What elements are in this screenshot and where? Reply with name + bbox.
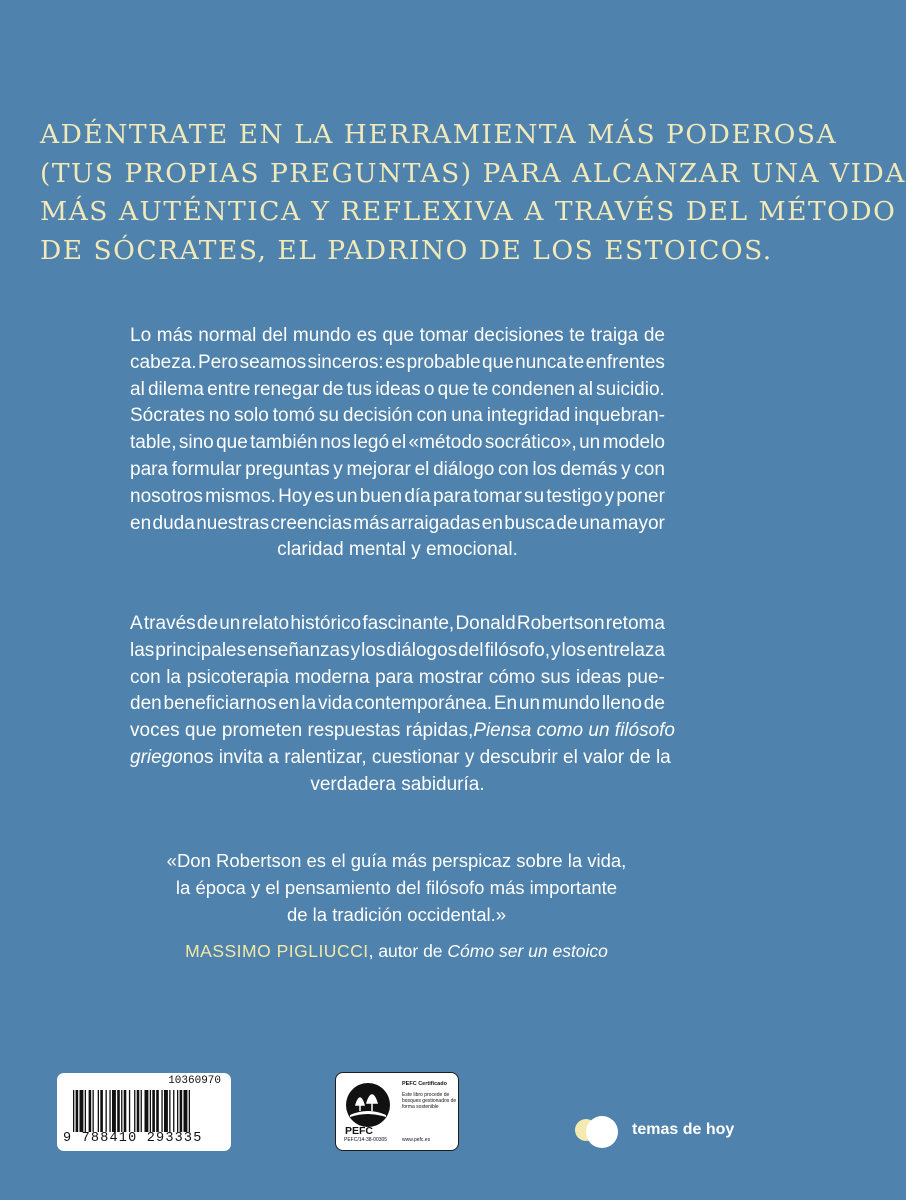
word: la <box>166 666 181 688</box>
word: un <box>579 432 601 454</box>
word: la <box>301 693 317 715</box>
word: mejorar <box>346 458 411 480</box>
word: busca <box>504 512 555 534</box>
word: Sócrates <box>130 405 205 427</box>
word: y <box>551 639 561 661</box>
publisher-name: temas de hoy <box>632 1121 735 1138</box>
word: con <box>634 458 665 480</box>
word: es <box>385 351 406 373</box>
word: tomar <box>473 485 522 507</box>
word: entre <box>207 378 251 400</box>
barcode-bar <box>129 1090 130 1132</box>
word: Robertson <box>516 613 605 634</box>
word: condenen <box>491 378 575 400</box>
word: te <box>472 378 489 400</box>
word: Lo <box>130 325 152 346</box>
word: con <box>130 666 161 688</box>
word: te <box>568 351 585 373</box>
word: para <box>375 666 414 688</box>
word: tomó <box>272 405 315 427</box>
word: el <box>391 432 407 454</box>
word: nunca <box>515 351 567 373</box>
word: arraigadas <box>390 512 481 534</box>
text-after-title: nos invita a ralentizar, cuestionar y descubrir el valor de la <box>182 746 671 768</box>
word: nos <box>320 432 351 454</box>
paragraph-line <box>130 511 665 538</box>
barcode-bar <box>173 1090 174 1132</box>
word: el <box>414 458 430 480</box>
word: de <box>322 378 344 400</box>
word: sus <box>540 666 571 688</box>
paragraph-line <box>130 611 665 638</box>
barcode-bar <box>169 1090 170 1132</box>
word: vida <box>317 693 353 715</box>
paragraph-line <box>130 430 665 457</box>
word: con <box>498 458 529 480</box>
word: traiga <box>590 325 639 346</box>
word: cómo <box>488 666 536 688</box>
publisher-logo-icon <box>571 1112 631 1152</box>
barcode-bar <box>106 1090 107 1132</box>
book-title: Piensa como un filósofo <box>473 720 675 742</box>
synopsis-paragraph-2 <box>130 611 675 799</box>
paragraph-line <box>130 484 665 511</box>
word: decisión <box>342 405 413 427</box>
word: y <box>621 458 631 480</box>
word: un <box>336 485 358 507</box>
word: enseñanzas <box>247 639 350 661</box>
word: socrático», <box>484 432 577 454</box>
barcode-bars <box>73 1090 227 1132</box>
word: Pero <box>198 351 239 373</box>
barcode-bar <box>98 1090 99 1132</box>
paragraph-line-last: claridad mental y emocional. <box>277 539 518 561</box>
word: y <box>604 485 615 507</box>
word: su <box>524 485 545 507</box>
word: beneficiarnos <box>163 693 277 715</box>
pefc-code: PEFC/14-38-00305 <box>344 1137 388 1143</box>
barcode-bar <box>189 1090 190 1132</box>
word: una <box>451 405 483 427</box>
word: de <box>643 693 665 715</box>
word: mayor <box>612 512 665 534</box>
word: buen <box>359 485 403 507</box>
word: mundo <box>292 325 352 346</box>
word: A <box>130 613 143 634</box>
headline-line: (TUS PROPIAS PREGUNTAS) PARA ALCANZAR UNA VIDA <box>40 157 906 189</box>
headline-line: MÁS AUTÉNTICA Y REFLEXIVA A TRAVÉS DEL MÉTODO <box>40 196 897 227</box>
word: también <box>250 432 318 454</box>
quote-line: «Don Robertson es el guía más perspicaz sobre la vida, <box>166 850 627 871</box>
barcode-bar <box>80 1090 84 1132</box>
word: En <box>493 693 518 715</box>
word: es <box>356 325 377 346</box>
text-before-title: voces que prometen respuestas rápidas, <box>130 720 474 742</box>
word: tomar <box>419 325 469 346</box>
barcode-bar <box>156 1090 159 1132</box>
word: creencias <box>270 512 352 534</box>
word: seamos <box>239 351 307 373</box>
word: o <box>423 378 435 400</box>
paragraph-line-last: verdadera sabiduría. <box>310 773 485 795</box>
word: tus <box>346 378 373 400</box>
word: de <box>196 613 219 634</box>
paragraph-line <box>130 377 665 404</box>
headline-line: DE SÓCRATES, EL PADRINO DE LOS ESTOICOS. <box>40 234 773 266</box>
word: para <box>432 485 471 507</box>
word: den <box>130 693 162 715</box>
pefc-website: www.pefc.es <box>402 1137 431 1143</box>
word: una <box>578 512 611 534</box>
barcode-bar <box>141 1090 142 1132</box>
word: principales <box>155 639 247 661</box>
barcode-bar <box>134 1090 135 1132</box>
word: sinceros: <box>307 351 384 373</box>
barcode-bar <box>85 1090 86 1132</box>
word: en <box>481 512 503 534</box>
word: día <box>404 485 431 507</box>
attribution-name: MASSIMO PIGLIUCCI <box>185 941 369 961</box>
word: su <box>318 405 339 427</box>
word: Hoy <box>278 485 312 507</box>
word: solo <box>233 405 269 427</box>
isbn-number: 9 788410 293335 <box>63 1131 203 1146</box>
paragraph-line <box>130 350 665 377</box>
word: modelo <box>602 432 665 454</box>
word: mostrar <box>418 666 484 688</box>
word: un <box>219 613 241 634</box>
word: los <box>361 639 386 661</box>
barcode-bar <box>152 1090 155 1132</box>
word: contemporánea. <box>354 693 492 715</box>
word: más <box>353 512 390 534</box>
word: retoma <box>605 613 665 634</box>
word: relato <box>241 613 290 634</box>
barcode-bar <box>73 1090 74 1132</box>
word: inquebran- <box>574 405 665 427</box>
word: más <box>156 325 193 346</box>
word: diálogos <box>386 639 458 661</box>
barcode-label <box>57 1073 231 1151</box>
word: de <box>643 325 665 346</box>
word: entrelaza <box>586 639 665 661</box>
word: los <box>561 639 586 661</box>
barcode-bar <box>161 1090 162 1132</box>
paragraph-line <box>130 457 665 484</box>
paragraph-line <box>130 323 665 350</box>
word: las <box>130 639 155 661</box>
word: ideas <box>375 378 421 400</box>
attribution-text: , autor de <box>368 941 443 961</box>
barcode-bar <box>180 1090 183 1132</box>
pefc-trees-icon <box>344 1081 392 1129</box>
word: través <box>143 613 196 634</box>
word: psicoterapia <box>186 666 290 688</box>
product-code: 10360970 <box>168 1075 221 1087</box>
word: te <box>569 325 586 346</box>
word: en <box>130 512 152 534</box>
paragraph-line-with-title <box>130 745 671 772</box>
word: nuestras <box>196 512 270 534</box>
word: testigo <box>546 485 603 507</box>
word: mismos. <box>205 485 276 507</box>
word: pue- <box>626 666 665 688</box>
word: mundo <box>541 693 600 715</box>
paragraph-line <box>130 691 665 718</box>
word: en <box>278 693 300 715</box>
word: formular <box>171 458 242 480</box>
barcode-bar <box>93 1090 94 1132</box>
word: nosotros <box>130 485 203 507</box>
word: suicidio. <box>596 378 665 400</box>
word: no <box>208 405 231 427</box>
word: fascinante, <box>362 613 455 634</box>
word: y <box>350 639 361 661</box>
word: al <box>130 378 145 400</box>
headline <box>40 116 906 270</box>
word: al <box>578 378 593 400</box>
word: filósofo, <box>484 639 551 661</box>
word: que <box>482 351 514 373</box>
word: del <box>261 325 288 346</box>
pefc-description: Este libro procede de bosques gestionados de forma sostenible <box>402 1092 457 1111</box>
word: un <box>518 693 541 715</box>
barcode-bar <box>89 1090 92 1132</box>
barcode-bar <box>121 1090 122 1132</box>
word: moderna <box>294 666 370 688</box>
attribution-book: Cómo ser un estoico <box>447 941 608 961</box>
pefc-certification <box>335 1072 459 1151</box>
word: integridad <box>486 405 571 427</box>
word: renegar <box>253 378 320 400</box>
word: y <box>333 458 343 480</box>
synopsis-paragraph-1 <box>130 323 665 564</box>
word: poner <box>616 485 665 507</box>
word: que <box>437 378 470 400</box>
paragraph-line <box>130 638 665 665</box>
barcode-bar <box>145 1090 149 1132</box>
paragraph-line <box>130 403 665 430</box>
barcode-bar <box>100 1090 103 1132</box>
barcode-bar <box>164 1090 168 1132</box>
paragraph-line <box>130 665 665 692</box>
word: decisiones <box>473 325 564 346</box>
barcode-bar <box>124 1090 127 1132</box>
word: duda <box>152 512 195 534</box>
pefc-wordmark: PEFC <box>345 1125 374 1137</box>
word: normal <box>198 325 257 346</box>
barcode-bar <box>76 1090 79 1132</box>
word: lleno <box>601 693 642 715</box>
book-title-continued: griego <box>130 746 183 768</box>
word: enfrentes <box>585 351 665 373</box>
paragraph-line-with-title <box>130 718 675 745</box>
word: que <box>382 325 415 346</box>
word: legó <box>353 432 390 454</box>
barcode-bar <box>150 1090 151 1132</box>
quote-attribution <box>100 941 693 962</box>
barcode-bar <box>117 1090 120 1132</box>
word: preguntas <box>245 458 330 480</box>
word: sino <box>178 432 214 454</box>
word: «método <box>408 432 483 454</box>
word: para <box>130 458 169 480</box>
word: que <box>216 432 248 454</box>
quote-line: la época y el pensamiento del filósofo más importante <box>175 877 618 898</box>
blurb-quote <box>100 847 693 928</box>
word: probable <box>406 351 481 373</box>
word: es <box>314 485 335 507</box>
word: ideas <box>575 666 622 688</box>
word: diálogo <box>433 458 495 480</box>
word: demás <box>560 458 618 480</box>
barcode-bar <box>112 1090 116 1132</box>
word: dilema <box>147 378 204 400</box>
word: los <box>532 458 557 480</box>
barcode-bar <box>137 1090 140 1132</box>
quote-line: de la tradición occidental.» <box>286 904 507 925</box>
word: del <box>458 639 484 661</box>
barcode-bar <box>109 1090 110 1132</box>
word: Donald <box>455 613 516 634</box>
word: histórico <box>290 613 362 634</box>
word: table, <box>130 432 177 454</box>
barcode-bar <box>184 1090 188 1132</box>
word: cabeza. <box>130 351 197 373</box>
word: de <box>556 512 578 534</box>
pefc-certified-label: PEFC Certificado <box>402 1081 447 1087</box>
word: con <box>416 405 448 427</box>
headline-line: ADÉNTRATE EN LA HERRAMIENTA MÁS PODEROSA <box>40 119 838 150</box>
barcode-bar <box>177 1090 178 1132</box>
